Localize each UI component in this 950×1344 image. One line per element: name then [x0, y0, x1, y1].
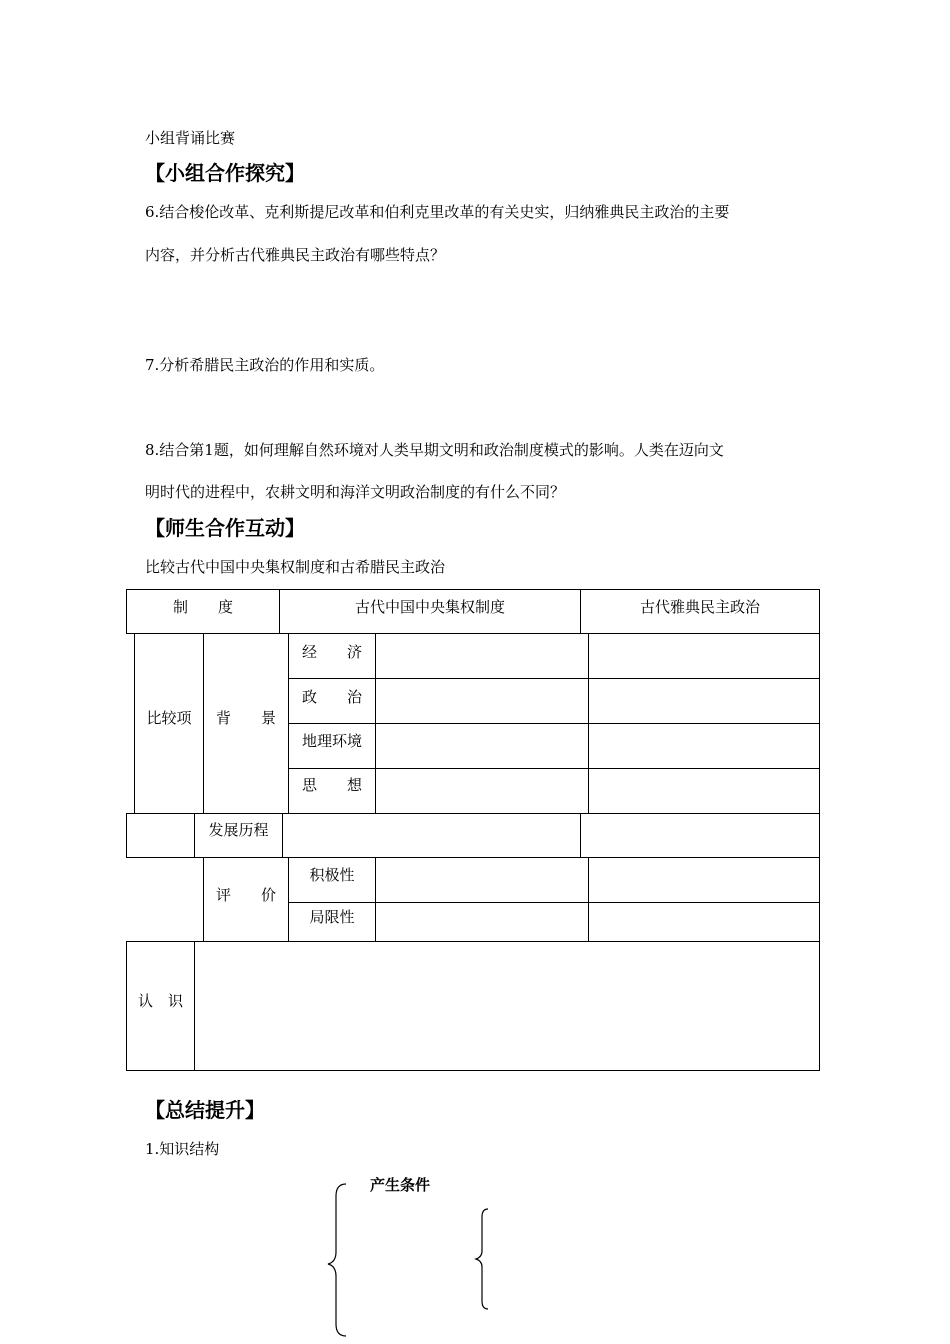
section-heading-teacher-student: 【师生合作互动】 [145, 516, 305, 540]
label-development: 发展历程 [208, 821, 269, 839]
intro-line: 小组背诵比赛 [145, 129, 236, 147]
question-7: 7.分析希腊民主政治的作用和实质。 [145, 356, 385, 374]
label-background: 背 景 [215, 709, 276, 727]
section-heading-summary: 【总结提升】 [145, 1098, 265, 1122]
label-thought: 思 想 [301, 776, 362, 794]
knowledge-structure-label: 1.知识结构 [145, 1140, 220, 1158]
section-heading-group-inquiry: 【小组合作探究】 [145, 161, 305, 185]
label-economy: 经 济 [301, 643, 362, 661]
label-evaluation: 评 价 [215, 886, 276, 904]
question-8-line-1: 8.结合第1题，如何理解自然环境对人类早期文明和政治制度模式的影响。人类在迈向文 [145, 441, 724, 459]
label-understanding: 认 识 [137, 992, 183, 1010]
table-caption: 比较古代中国中央集权制度和古希腊民主政治 [145, 558, 446, 576]
label-compare-items: 比较项 [146, 709, 192, 727]
question-8-line-2: 明时代的进程中，农耕文明和海洋文明政治制度的有什么不同？ [145, 483, 566, 501]
structure-node-conditions: 产生条件 [370, 1176, 431, 1194]
label-positive: 积极性 [309, 866, 355, 884]
large-brace-icon [320, 1180, 360, 1340]
header-china: 古代中国中央集权制度 [354, 598, 505, 616]
label-politics: 政 治 [301, 688, 362, 706]
small-brace-icon [470, 1205, 494, 1313]
label-limitation: 局限性 [309, 908, 355, 926]
header-athens: 古代雅典民主政治 [639, 598, 760, 616]
question-6-line-2: 内容，并分析古代雅典民主政治有哪些特点？ [145, 246, 446, 264]
question-6-line-1: 6.结合梭伦改革、克利斯提尼改革和伯利克里改革的有关史实，归纳雅典民主政治的主要 [145, 203, 730, 221]
header-system: 制 度 [172, 598, 233, 616]
label-geography: 地理环境 [301, 732, 362, 750]
